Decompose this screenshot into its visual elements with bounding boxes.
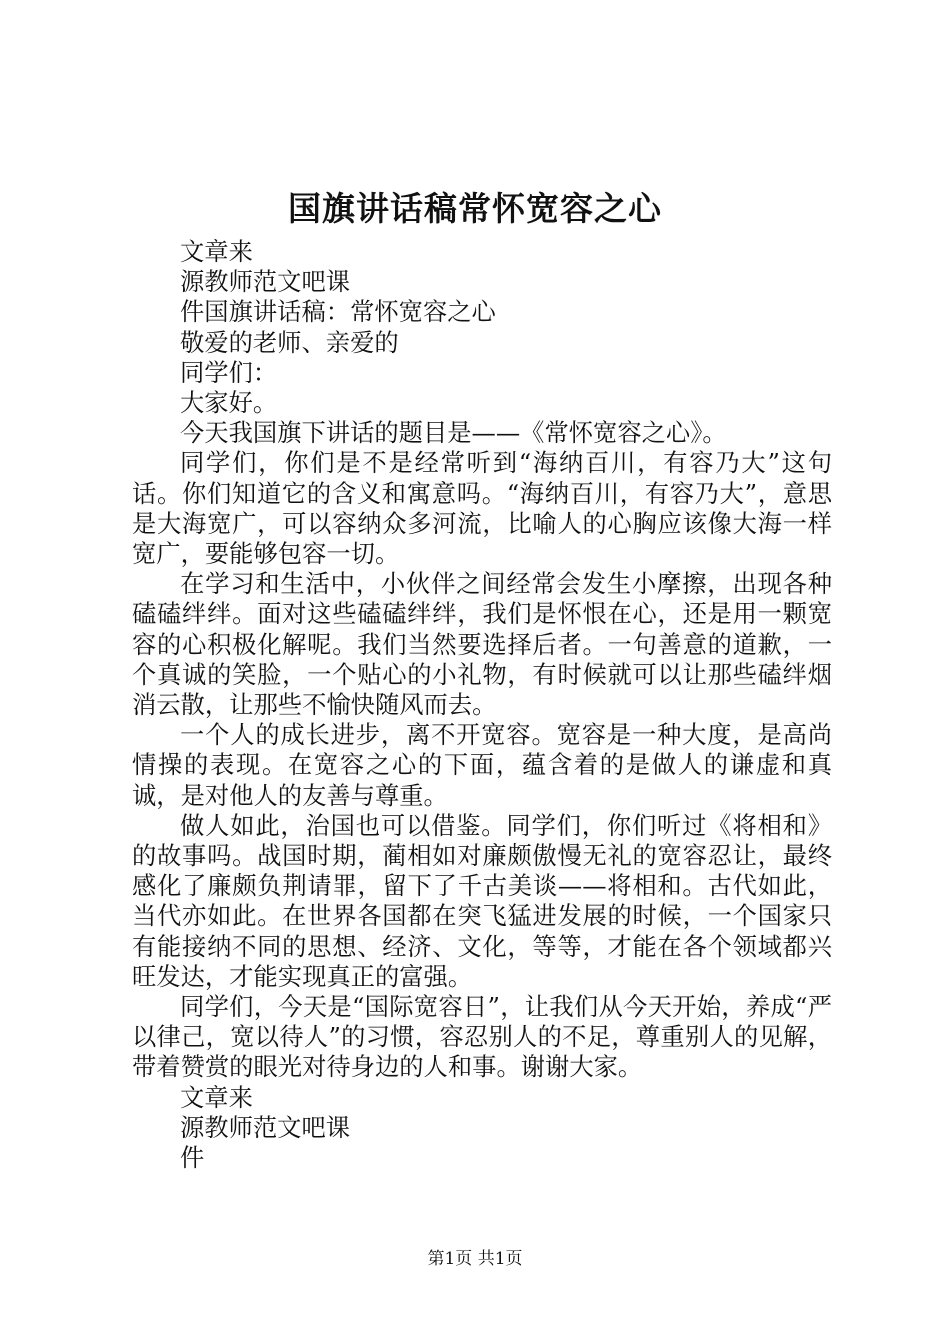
- document-body: [132, 237, 832, 1173]
- document-title: 国旗讲话稿常怀宽容之心: [288, 189, 662, 228]
- body-paragraph: 在学习和生活中，小伙伴之间经常会发生小摩擦，出现各种磕磕绊绊。面对这些磕磕绊绊，我们是怀恨在心，还是用一颗宽容的心积极化解呢。我们当然要选择后者。一句善意的道歉，一个真诚的笑脸，一个贴心的小礼物，有时候就可以让那些磕绊烟消云散，让那些不愉快随风而去。: [132, 569, 832, 720]
- footer-line: 源教师范文吧课: [180, 1112, 351, 1142]
- body-paragraph: 同学们，你们是不是经常听到“海纳百川，有容乃大”这句话。你们知道它的含义和寓意吗。“海纳百川，有容乃大”，意思是大海宽广，可以容纳众多河流，比喻人的心胸应该像大海一样宽广，要能够包容一切。: [132, 448, 832, 569]
- page-number: 第1页 共1页: [427, 1249, 523, 1269]
- header-line: 敬爱的老师、亲爱的: [180, 327, 399, 357]
- body-paragraph: 一个人的成长进步，离不开宽容。宽容是一种大度，是高尚情操的表现。在宽容之心的下面，蕴含着的是做人的谦虚和真诚，是对他人的友善与尊重。: [132, 720, 832, 810]
- header-line: 大家好。: [180, 388, 278, 418]
- header-line: 文章来: [180, 237, 253, 266]
- header-line: 源教师范文吧课: [180, 267, 351, 297]
- header-line: 同学们：: [180, 357, 278, 387]
- body-paragraph: 做人如此，治国也可以借鉴。同学们，你们听过《将相和》的故事吗。战国时期，蔺相如对廉颇傲慢无礼的宽容忍让，最终感化了廉颇负荆请罪，留下了千古美谈——将相和。古代如此，当代亦如此。在世界各国都在突飞猛进发展的时候，一个国家只有能接纳不同的思想、经济、文化，等等，才能在各个领域都兴旺发达，才能实现真正的富强。: [132, 810, 832, 991]
- header-line: 件国旗讲话稿：常怀宽容之心: [180, 297, 496, 327]
- footer-line: 件: [180, 1143, 205, 1173]
- footer-line: 文章来: [180, 1082, 253, 1112]
- header-line: 今天我国旗下讲话的题目是——《常怀宽容之心》。: [180, 418, 727, 448]
- body-paragraph: 同学们，今天是“国际宽容日”，让我们从今天开始，养成“严以律己，宽以待人”的习惯，容忍别人的不足，尊重别人的见解，带着赞赏的眼光对待身边的人和事。谢谢大家。: [132, 992, 832, 1082]
